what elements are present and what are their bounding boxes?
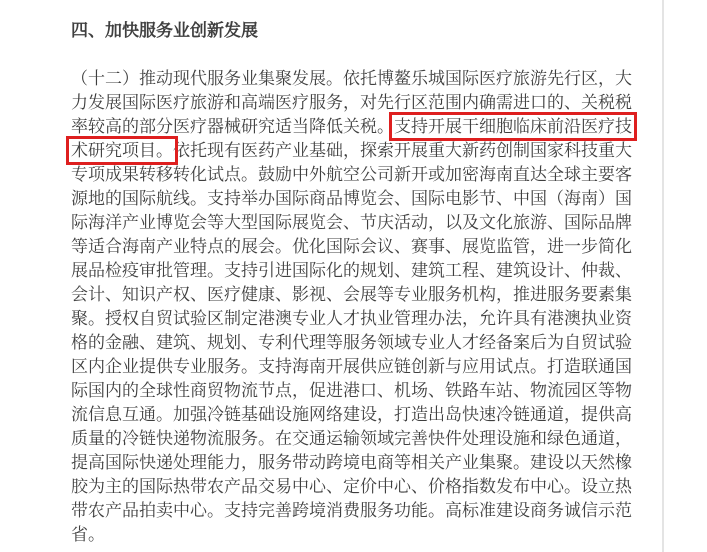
text-line <box>71 499 633 523</box>
text-line <box>71 307 633 331</box>
content-pane-divider <box>662 0 664 552</box>
text-segment: 省。 <box>71 525 105 544</box>
text-line <box>71 139 633 163</box>
text-line <box>71 403 633 427</box>
text-line <box>71 451 633 475</box>
text-segment: 力发展国际医疗旅游和高端医疗服务，对先行区范围内确需进口的、关税税 <box>71 93 632 112</box>
text-segment: 依托现有医药产业基础，探索开展重大新药创制国家科技重大 <box>173 141 632 160</box>
text-segment: 格的金融、建筑、规划、专利代理等服务领域专业人才经备案后为自贸试验 <box>71 333 632 352</box>
text-segment: 胶为主的国际热带农产品交易中心、定价中心、价格指数发布中心。设立热 <box>71 477 632 496</box>
text-segment: 源地的国际航线。支持举办国际商品博览会、国际电影节、中国（海南）国 <box>71 189 632 208</box>
text-segment: 会计、知识产权、医疗健康、影视、会展等专业服务机构，推进服务要素集 <box>71 285 632 304</box>
text-line <box>71 259 633 283</box>
paragraph-body <box>71 67 633 547</box>
text-segment: 际海洋产业博览会等大型国际展览会、节庆活动，以及文化旅游、国际品牌 <box>71 213 632 232</box>
text-segment: 专项成果转移转化试点。鼓励中外航空公司新开或加密海南直达全球主要客 <box>71 165 632 184</box>
text-segment: （十二）推动现代服务业集聚发展。依托博鳌乐城国际医疗旅游先行区，大 <box>71 69 632 88</box>
text-line <box>71 283 633 307</box>
text-line <box>71 211 633 235</box>
text-segment: 率较高的部分医疗器械研究适当降低关税。 <box>71 117 394 136</box>
text-segment: 区内企业提供专业服务。支持海南开展供应链创新与应用试点。打造联通国 <box>71 357 632 376</box>
text-line <box>71 91 633 115</box>
text-line <box>71 379 633 403</box>
highlighted-text-box: 支持开展干细胞临床前沿医疗技 <box>394 117 632 136</box>
section-heading: 四、加快服务业创新发展 <box>71 21 258 40</box>
text-line <box>71 475 633 499</box>
highlighted-text-box: 术研究项目。 <box>71 141 173 160</box>
text-segment: 质量的冷链快递物流服务。在交通运输领域完善快件处理设施和绿色通道， <box>71 429 632 448</box>
text-segment: 提高国际快递处理能力，服务带动跨境电商等相关产业集聚。建设以天然橡 <box>71 453 632 472</box>
text-line <box>71 187 633 211</box>
text-line <box>71 523 633 547</box>
text-segment: 带农产品拍卖中心。支持完善跨境消费服务功能。高标准建设商务诚信示范 <box>71 501 632 520</box>
text-line <box>71 235 633 259</box>
text-segment: 等适合海南产业特点的展会。优化国际会议、赛事、展览监管，进一步简化 <box>71 237 632 256</box>
text-line <box>71 427 633 451</box>
text-line <box>71 67 633 91</box>
text-segment: 聚。授权自贸试验区制定港澳专业人才执业管理办法，允许具有港澳执业资 <box>71 309 632 328</box>
text-line <box>71 355 633 379</box>
text-segment: 际国内的全球性商贸物流节点，促进港口、机场、铁路车站、物流园区等物 <box>71 381 632 400</box>
text-segment: 展品检疫审批管理。支持引进国际化的规划、建筑工程、建筑设计、仲裁、 <box>71 261 632 280</box>
text-line <box>71 331 633 355</box>
text-segment: 流信息互通。加强冷链基础设施网络建设，打造出岛快速冷链通道，提供高 <box>71 405 632 424</box>
text-line <box>71 115 633 139</box>
text-line <box>71 163 633 187</box>
